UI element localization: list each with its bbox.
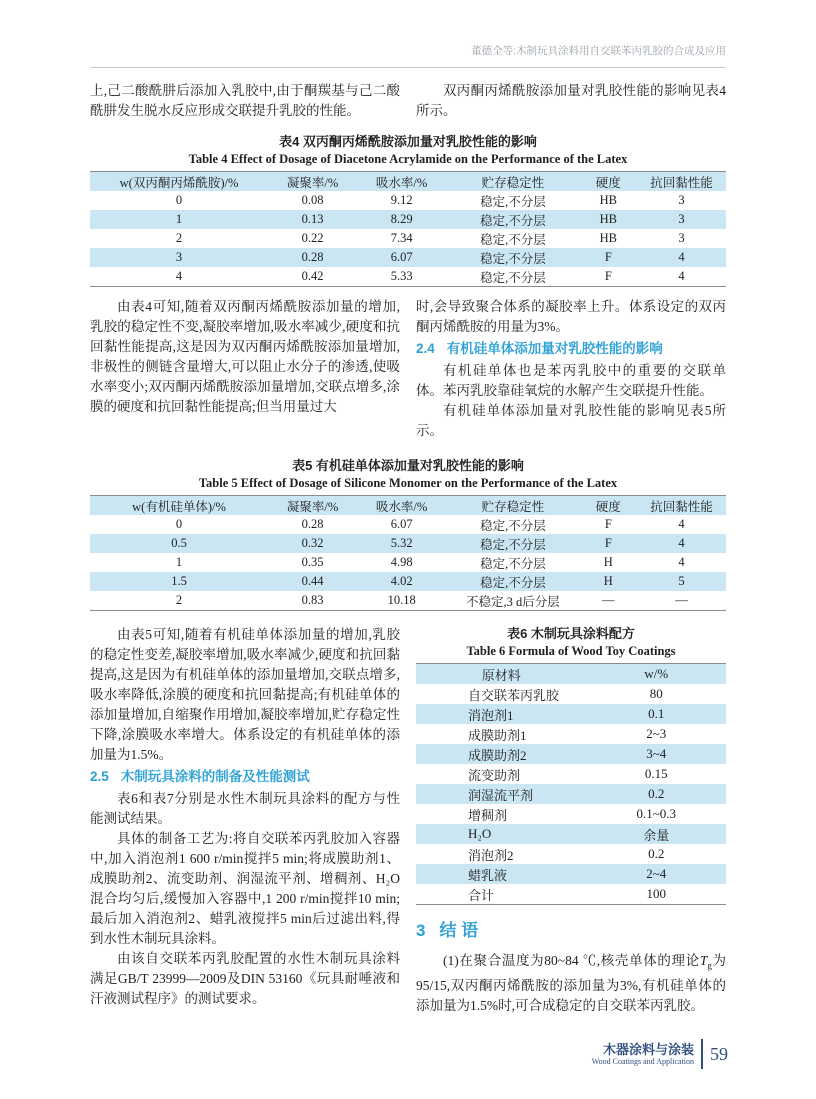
table-cell: 0.35 xyxy=(301,555,324,569)
journal-name xyxy=(592,1042,694,1067)
table5-caption-cn: 表5 有机硅单体添加量对乳胶性能的影响 xyxy=(292,458,524,473)
table-row xyxy=(416,744,726,764)
table-cell: 4 xyxy=(678,269,685,283)
section-heading-3 xyxy=(416,919,726,943)
table-cell: 6.07 xyxy=(390,517,413,531)
table-row xyxy=(416,844,726,864)
table-row xyxy=(416,684,726,704)
table-row xyxy=(90,191,726,210)
paragraph: 有机硅单体也是苯丙乳胶中的重要的交联单体。苯丙乳胶靠硅氧烷的水解产生交联提升性能。 xyxy=(416,363,726,398)
table-cell: 2 xyxy=(175,593,183,607)
page-number: 59 xyxy=(710,1043,728,1064)
table-row xyxy=(416,724,726,744)
conclusion-paragraph xyxy=(416,951,726,1016)
table-row xyxy=(416,804,726,824)
table-cell: 稳定,不分层 xyxy=(480,251,546,266)
table-row xyxy=(416,764,726,784)
table-cell: 合计 xyxy=(468,887,495,903)
table-cell: H xyxy=(603,574,613,588)
table-cell: 余量 xyxy=(643,827,670,843)
table-cell: 0 xyxy=(175,517,183,531)
table-cell: 0.28 xyxy=(301,517,324,531)
paragraph: 有机硅单体添加量对乳胶性能的影响见表5所示。 xyxy=(416,403,726,438)
paragraph: 由该自交联苯丙乳胶配置的水性木制玩具涂料满足GB/T 23999—2009及DIN 53160《玩具耐唾液和汗液测试程序》的测试要求。 xyxy=(90,951,400,1006)
table-cell: 1 xyxy=(175,212,183,226)
table-cell: 蜡乳液 xyxy=(468,867,508,883)
subscript-g: g xyxy=(707,960,712,971)
table-cell: 稳定,不分层 xyxy=(480,556,546,571)
table-row xyxy=(90,591,726,611)
table4 xyxy=(90,171,726,287)
paragraph: 由表5可知,随着有机硅单体添加量的增加,乳胶的稳定性变差,凝胶率增加,吸水率减少,硬度和抗回黏提高,这是因为有机硅单体的添加量增加,交联点增多,吸水率降低,涂膜的硬度和抗回黏提高;有机硅单体的添加量增加,自缩聚作用增加,凝胶率增加,贮存稳定性下降,涂膜吸水率增大。体系设定的有机硅单体的添加量为1.5%。 xyxy=(90,627,400,762)
column-header: 吸水率/% xyxy=(375,499,428,514)
table-cell: 10.18 xyxy=(387,593,416,607)
table-row xyxy=(90,534,726,553)
table-cell: 5.33 xyxy=(390,269,413,283)
table-row xyxy=(416,864,726,884)
paragraph: 双丙酮丙烯酰胺添加量对乳胶性能的影响见表4所示。 xyxy=(416,83,726,118)
table-cell: 3 xyxy=(678,193,685,207)
discussion4-section xyxy=(90,297,726,441)
text-run: (1)在聚合温度为80~84 ℃,核壳单体的理论 xyxy=(443,953,700,968)
table-row xyxy=(90,210,726,229)
table6-caption-en: Table 6 Formula of Wood Toy Coatings xyxy=(466,644,676,658)
table-cell: 9.12 xyxy=(390,193,413,207)
table4-caption-en: Table 4 Effect of Dosage of Diacetone Acrylamide on the Performance of the Latex xyxy=(188,152,628,166)
table-cell: 4 xyxy=(678,250,685,264)
column-header: 吸水率/% xyxy=(375,175,428,190)
section-title: 结 语 xyxy=(439,921,479,940)
table-cell: 6.07 xyxy=(390,250,413,264)
table-cell: 0.22 xyxy=(301,231,324,245)
table-cell: 0.1 xyxy=(648,706,665,721)
table5-caption-en: Table 5 Effect of Dosage of Silicone Monomer on the Performance of the Latex xyxy=(198,476,618,490)
table-row xyxy=(416,704,726,724)
table-cell: 润湿流平剂 xyxy=(468,787,534,803)
intro-section xyxy=(90,81,726,121)
section-title: 木制玩具涂料的制备及性能测试 xyxy=(120,769,310,784)
lower-section xyxy=(90,625,726,1016)
table-row xyxy=(90,248,726,267)
table-cell: 消泡剂2 xyxy=(468,847,514,863)
paragraph: 时,会导致聚合体系的凝胶率上升。体系设定的双丙酮丙烯酰胺的用量为3%。 xyxy=(416,299,726,334)
table-header-row xyxy=(416,664,726,685)
variable-T: T xyxy=(699,953,708,968)
table-cell: 2~4 xyxy=(646,866,667,881)
table-row xyxy=(90,515,726,534)
table6-caption-cn: 表6 木制玩具涂料配方 xyxy=(507,626,635,641)
table-cell: 0.32 xyxy=(301,536,324,550)
table-cell: 3 xyxy=(678,212,685,226)
table-cell: 稳定,不分层 xyxy=(480,537,546,552)
table-cell: 2 xyxy=(175,231,183,245)
section-number: 2.4 xyxy=(416,341,435,356)
section-heading-2-4 xyxy=(416,339,726,359)
column-header: 贮存稳定性 xyxy=(481,175,545,190)
table-cell: 不稳定,3 d后分层 xyxy=(466,594,560,609)
column-header: 凝聚率/% xyxy=(286,175,339,190)
table-cell: 稳定,不分层 xyxy=(480,232,546,247)
column-header: 硬度 xyxy=(595,499,621,514)
table-cell: 0 xyxy=(175,193,183,207)
table-cell: 成膜助剂2 xyxy=(468,747,527,763)
table-cell: 3 xyxy=(678,231,685,245)
table-cell: 100 xyxy=(646,886,666,901)
table-cell: 4 xyxy=(678,517,685,531)
table-cell: 8.29 xyxy=(390,212,413,226)
section-title: 有机硅单体添加量对乳胶性能的影响 xyxy=(446,341,663,356)
table-cell: 0.83 xyxy=(301,593,324,607)
table-cell: 80 xyxy=(649,686,663,701)
column-header: 抗回黏性能 xyxy=(650,499,713,514)
table-cell: F xyxy=(604,250,612,264)
table5 xyxy=(90,495,726,611)
column-header: 贮存稳定性 xyxy=(481,499,545,514)
table-row xyxy=(90,267,726,287)
table6-block xyxy=(416,625,726,905)
table-cell: 流变助剂 xyxy=(468,767,521,783)
table-cell: F xyxy=(604,536,612,550)
table5-block xyxy=(90,457,726,611)
table-cell: 5.32 xyxy=(390,536,413,550)
table-header-row xyxy=(90,496,726,516)
footer-divider xyxy=(701,1039,703,1069)
table-cell: 0.1~0.3 xyxy=(636,806,677,821)
table-cell: 0.2 xyxy=(648,786,665,801)
table-cell: 3~4 xyxy=(646,746,667,761)
table-cell: 2~3 xyxy=(646,726,667,741)
journal-name-en: Wood Coatings and Application xyxy=(591,1056,694,1066)
table-cell: H xyxy=(603,555,613,569)
table-cell: 稳定,不分层 xyxy=(480,575,546,590)
paragraph: 上,己二酸酰肼后添加入乳胶中,由于酮羰基与己二酸酰肼发生脱水反应形成交联提升乳胶的性能。 xyxy=(90,83,400,118)
table-row xyxy=(90,553,726,572)
table-cell: 消泡剂1 xyxy=(468,707,514,723)
table-cell: HB xyxy=(599,212,617,226)
column-header: 抗回黏性能 xyxy=(650,175,713,190)
table-cell: 7.34 xyxy=(390,231,413,245)
paragraph: 具体的制备工艺为:将自交联苯丙乳胶加入容器中,加入消泡剂1 600 r/min搅拌5 min;将成膜助剂1、成膜助剂2、流变助剂、润湿流平剂、增稠剂、H₂O混合均匀后,缓慢加入容器中,1 200 r/min搅拌10 min;最后加入消泡剂2、蜡乳液搅拌5 min后过滤出料,得到水性木制玩具涂料。 xyxy=(90,831,400,946)
table-cell: 4.98 xyxy=(390,555,413,569)
section-number: 2.5 xyxy=(90,769,109,784)
table-header-row xyxy=(90,172,726,192)
table-cell: 稳定,不分层 xyxy=(480,213,546,228)
section-number: 3 xyxy=(416,921,426,940)
table-cell: 0.15 xyxy=(644,766,668,781)
journal-name-cn: 木器涂料与涂装 xyxy=(602,1041,694,1057)
table-cell: 4 xyxy=(678,555,685,569)
table-cell: 稳定,不分层 xyxy=(480,270,546,285)
table-cell: 4 xyxy=(175,269,183,283)
table-cell: F xyxy=(604,269,612,283)
table-cell: 0.42 xyxy=(301,269,324,283)
table-cell: 增稠剂 xyxy=(468,807,508,823)
running-header: 董德全等:木制玩具涂料用自交联苯丙乳胶的合成及应用 xyxy=(90,44,726,68)
paragraph: 表6和表7分别是水性木制玩具涂料的配方与性能测试结果。 xyxy=(90,791,400,826)
table-cell: 0.44 xyxy=(301,574,324,588)
table-row xyxy=(90,229,726,248)
table-row xyxy=(416,784,726,804)
table-cell: — xyxy=(602,593,615,607)
table-cell: HB xyxy=(599,193,617,207)
table-row xyxy=(416,824,726,844)
paragraph: 由表4可知,随着双丙酮丙烯酰胺添加量的增加,乳胶的稳定性不变,凝胶率增加,吸水率减少,硬度和抗回黏性能提高,这是因为双丙酮丙烯酰胺添加量增加,非极性的侧链含量增大,可以阻止水分子的渗透,使吸水率变小;双丙酮丙烯酰胺添加量增加,交联点增多,涂膜的硬度和抗回黏性能提高;但当用量过大 xyxy=(90,299,400,414)
table-cell: 3 xyxy=(175,250,183,264)
column-header: w/% xyxy=(644,666,669,681)
column-header: 原材料 xyxy=(481,667,521,683)
table-cell: H₂O xyxy=(468,826,492,841)
column-header: 硬度 xyxy=(595,175,621,190)
table6 xyxy=(416,663,726,905)
table-cell: 1 xyxy=(175,555,183,569)
column-header: 凝聚率/% xyxy=(286,499,339,514)
table-cell: 成膜助剂1 xyxy=(468,727,527,743)
table-cell: 1.5 xyxy=(171,574,187,588)
table-cell: F xyxy=(604,517,612,531)
table-cell: 0.13 xyxy=(301,212,324,226)
table-cell: 0.5 xyxy=(171,536,187,550)
column-header: w(双丙酮丙烯酰胺)/% xyxy=(119,175,239,190)
table-cell: 4 xyxy=(678,536,685,550)
table-cell: 自交联苯丙乳胶 xyxy=(468,687,560,703)
table-cell: 0.28 xyxy=(301,250,324,264)
table-cell: HB xyxy=(599,231,617,245)
page-footer xyxy=(592,1039,728,1069)
table-cell: 0.2 xyxy=(648,846,665,861)
table-cell: 0.08 xyxy=(301,193,324,207)
table4-caption-cn: 表4 双丙酮丙烯酰胺添加量对乳胶性能的影响 xyxy=(279,134,537,149)
table-cell: 5 xyxy=(678,574,685,588)
section-heading-2-5 xyxy=(90,767,400,787)
table-cell: 稳定,不分层 xyxy=(480,194,546,209)
table-cell: — xyxy=(675,593,688,607)
table-cell: 4.02 xyxy=(390,574,413,588)
table4-block xyxy=(90,133,726,287)
table-cell: 稳定,不分层 xyxy=(480,518,546,533)
table-row xyxy=(416,884,726,905)
table-row xyxy=(90,572,726,591)
column-header: w(有机硅单体)/% xyxy=(132,499,226,514)
text-run: 为95/15,双丙酮丙烯酰胺的添加量为3%,有机硅单体的添加量为1.5%时,可合成稳定的自交联苯丙乳胶。 xyxy=(416,953,727,1013)
